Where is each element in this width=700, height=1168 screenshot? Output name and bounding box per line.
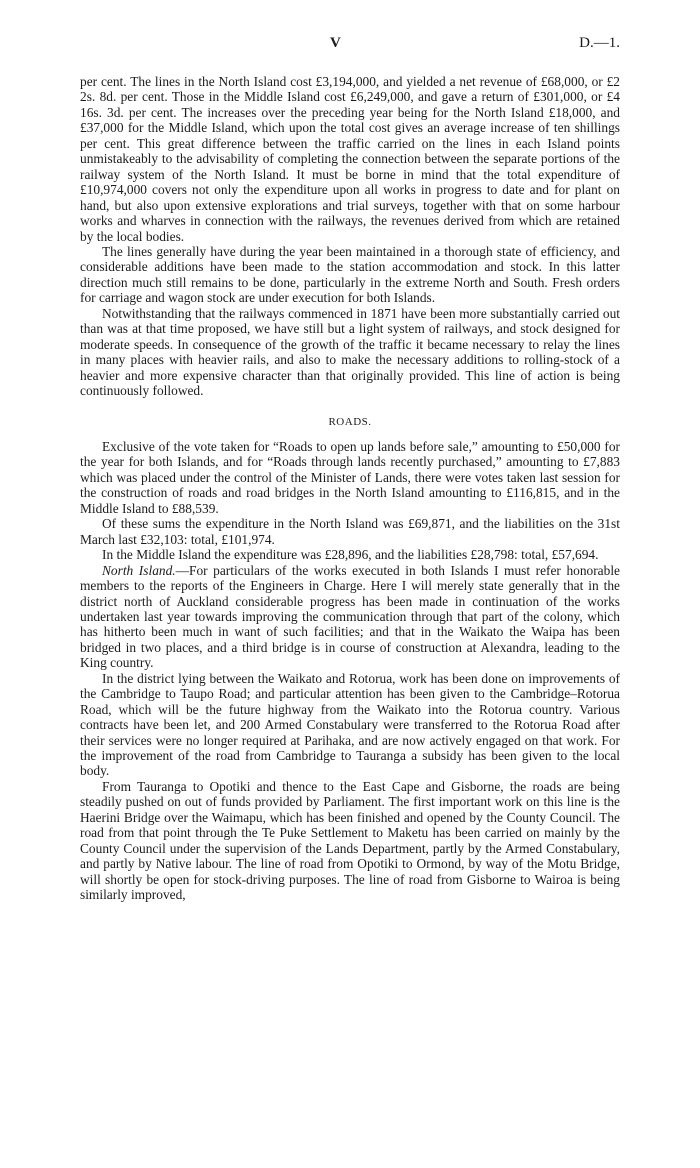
document-reference: D.—1. xyxy=(579,35,620,51)
paragraph-waikato-rotorua: In the district lying between the Waikato and Rotorua, work has been done on improvements of the Cambridge to Taupo Road; and particular attention has been given to the Cambridge–Rotorua Road, which will be the future highway from the Waikato into the Rotorua country. Various contracts have been let, and 200 Armed Constabulary were transferred to the Rotorua Road after their services were no longer required at Parihaka, and are now actively engaged on that work. For the improvement of the road from Cambridge to Tauranga a subsidy has been given to the local body. xyxy=(80,670,620,779)
paragraph-maintenance: The lines generally have during the year been maintained in a thorough state of efficiency, and considerable additions have been made to the station accommodation and stock. In this latter direction much still remains to be done, particularly in the extreme North and South. Fresh orders for carriage and wagon stock are under execution for both Islands. xyxy=(80,243,620,306)
paragraph-tauranga-opotiki: From Tauranga to Opotiki and thence to the East Cape and Gisborne, the roads are being steadily pushed on out of funds provided by Parliament. The first important work on this line is the Haerini Bridge over the Waimapu, which has been finished and opened by the County Council. The road from that point through the Te Puke Settlement to Maketu has been carried on mainly by the County Council under the supervision of the Lands Department, partly by the Armed Constabulary, and partly by Native labour. The line of road from Opotiki to Ormond, by way of the Motu Bridge, will shortly be open for stock-driving purposes. The line of road from Gisborne to Wairoa is being similarly improved, xyxy=(80,778,620,903)
paragraph-middle-island-expenditure: In the Middle Island the expenditure was £28,896, and the liabilities £28,798: total, £57,694. xyxy=(102,547,599,563)
paragraph-north-island-expenditure: Of these sums the expenditure in the North Island was £69,871, and the liabilities on the 31st March last £32,103: total, £101,974. xyxy=(80,516,620,547)
north-island-text: —For particulars of the works executed in both Islands I must refer honorable members to the reports of the Engineers in Charge. Here I will merely state generally that in the district north of Auckland considerable progress has been made in continuation of the works undertaken last year towards improving the communication through that part of the colony, which has hitherto been much in want of such facilities; and that in the Waikato the Waipa has been bridged in two places, and a third bridge is in course of construction at Alexandra, leading to the King country. xyxy=(80,562,620,671)
north-island-lead: North Island. xyxy=(102,562,176,578)
paragraph-railway-returns: per cent. The lines in the North Island cost £3,194,000, and yielded a net revenue of £68,000, or £2 2s. 8d. per cent. Those in the Middle Island cost £6,249,000, and gave a return of £301,000, or £4 16s. 3d. per cent. The increases over the preceding year being for the North Island £18,000, and £37,000 for the Middle Island, which upon the total cost gives an average increase of ten shillings per cent. This great difference between the traffic carried on the lines in each Island points unmistakeably to the advisability of completing the connection between the separate portions of the railway system of the North Island. It must be borne in mind that the total expenditure of £10,974,000 covers not only the expenditure upon all works in progress to date and for plant on hand, but also upon extensive explorations and trial surveys, together with that on some harbour works and wharves in connection with the railways, the revenues derived from which are retained by the local bodies. xyxy=(80,74,620,244)
page-number: V xyxy=(330,35,341,51)
paragraph-road-votes: Exclusive of the vote taken for “Roads to open up lands before sale,” amounting to £50,000 for the year for both Islands, and for “Roads through lands recently purchased,” amounting to £7,883 which was placed under the control of the Minister of Lands, there were votes taken last session for the construction of roads and road bridges in the North Island amounting to £116,815, and in the Middle Island to £88,539. xyxy=(80,438,620,516)
paragraph-rolling-stock: Notwithstanding that the railways commenced in 1871 have been more substantially carried out than was at that time proposed, we have still but a light system of railways, and stock designed for moderate speeds. In consequence of the growth of the traffic it became necessary to relay the lines in many places with heavier rails, and also to make the necessary additions to rolling-stock of a heavier and more expensive character than that originally provided. This line of action is being continuously followed. xyxy=(80,305,620,399)
page-header xyxy=(80,36,620,60)
section-heading-roads: ROADS. xyxy=(328,415,372,428)
paragraph-north-island-works xyxy=(80,563,620,671)
